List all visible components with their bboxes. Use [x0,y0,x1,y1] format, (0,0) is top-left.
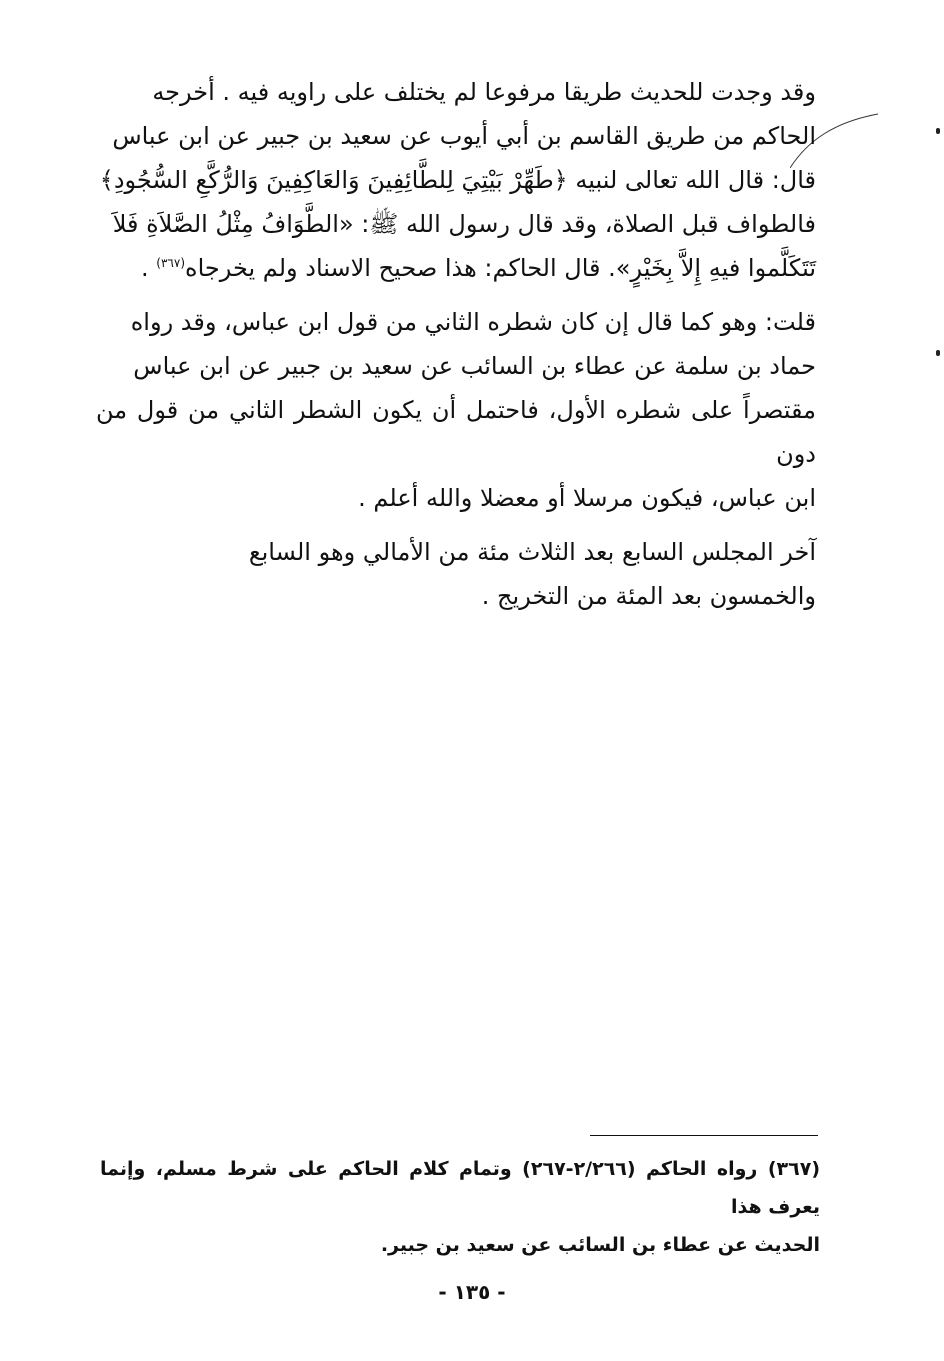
main-text [96,70,816,618]
text-line-content: تَتَكَلَّموا فيهِ إِلاَّ بِخَيْرٍ». قال الحاكم: هذا صحيح الاسناد ولم يخرجاه [185,254,816,282]
footnote-number: (٣٦٧) [767,1158,820,1180]
text-line [96,246,816,290]
page-number: - ١٣٥ - [438,1280,506,1304]
paragraph-session-end [96,530,816,618]
text-line: قلت: وهو كما قال إن كان شطره الثاني من قول ابن عباس، وقد رواه [130,308,816,336]
text-line: فالطواف قبل الصلاة، وقد قال رسول الله ﷺ: «الطَّوَافُ مِثْلُ الصَّلاَةِ فَلاَ [112,210,816,238]
footnote-text: رواه الحاكم (٢/٢٦٦-٢٦٧) وتمام كلام الحاكم على شرط مسلم، وإنما يعرف هذا [100,1158,820,1218]
text-line: وقد وجدت للحديث طريقا مرفوعا لم يختلف على راويه فيه . أخرجه [152,78,816,106]
text-line: الحاكم من طريق القاسم بن أبي أيوب عن سعيد بن جبير عن ابن عباس [112,122,816,150]
text-line: قال: قال الله تعالى لنبيه ﴿طَهِّرْ بَيْتِيَ لِلطَّائِفِينَ وَالعَاكِفِينَ وَالرُّكَّعِ السُّجُودِ﴾ [99,166,816,194]
footnote-line: الحديث عن عطاء بن السائب عن سعيد بن جبير. [380,1234,820,1256]
margin-mark [936,350,940,356]
paragraph-commentary [96,300,816,520]
text-line: حماد بن سلمة عن عطاء بن السائب عن سعيد بن جبير عن ابن عباس [133,352,816,380]
text-line: والخمسون بعد المئة من التخريج . [481,582,816,610]
footnote-reference[interactable]: (٣٦٧) [156,256,185,270]
margin-mark [936,128,940,134]
footnote-line [100,1150,820,1226]
text-line: مقتصراً على شطره الأول، فاحتمل أن يكون الشطر الثاني من قول من دون [96,396,816,468]
footnote-divider [590,1135,818,1136]
paragraph-hadith [96,70,816,290]
footnote [100,1150,820,1264]
text-line: ابن عباس، فيكون مرسلا أو معضلا والله أعلم . [358,484,816,512]
text-line: آخر المجلس السابع بعد الثلاث مئة من الأمالي وهو السابع [248,538,816,566]
sentence-end: . [141,254,149,282]
